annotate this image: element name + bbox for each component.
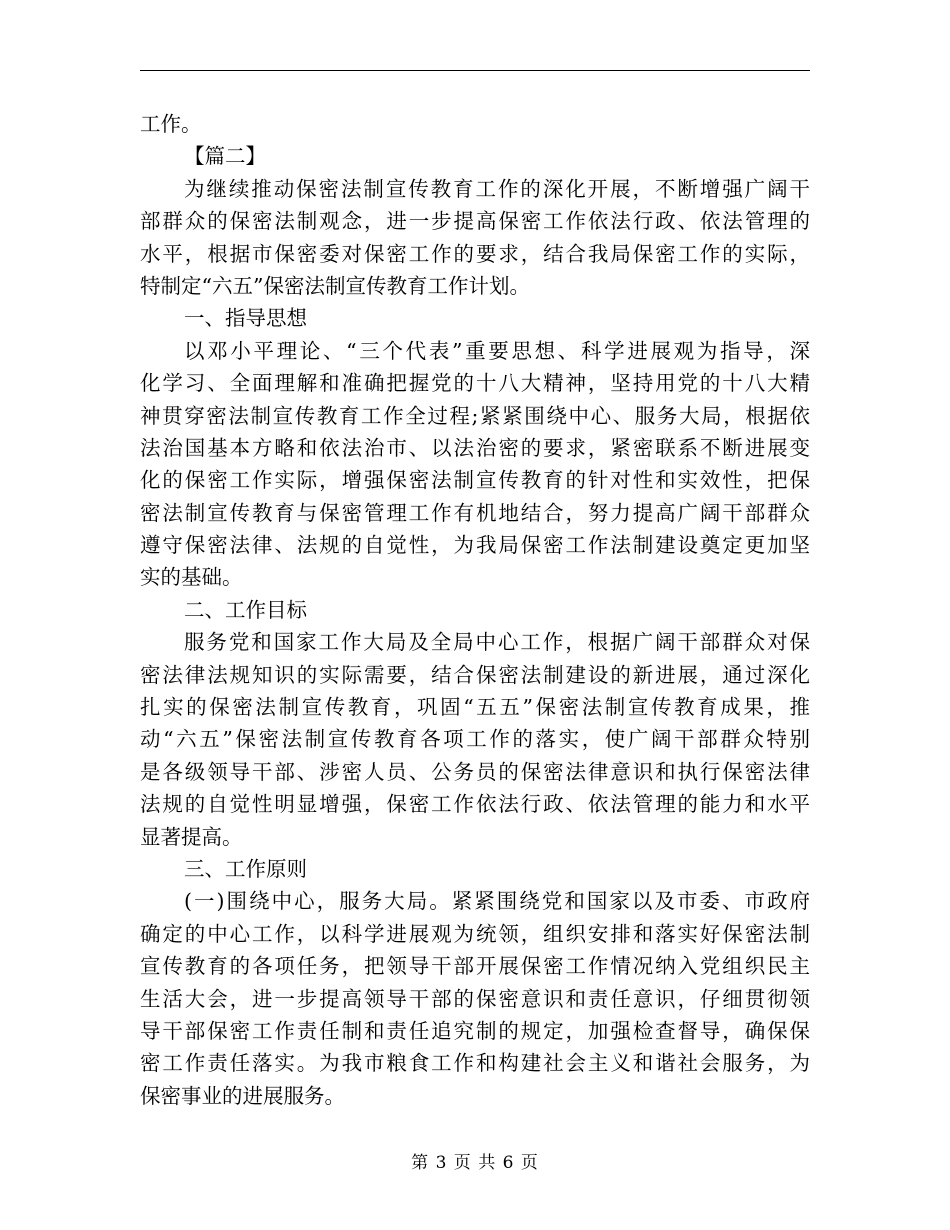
text-line: 扎实的保密法制宣传教育，巩固“五五”保密法制宣传教育成果，推 [140,695,810,720]
text-line: 动“六五”保密法制宣传教育各项工作的落实，使广阔干部群众特别 [140,727,810,752]
text-line: (一)围绕中心，服务大局。紧紧围绕党和国家以及市委、市政府 [184,889,810,914]
text-line: 水平，根据市保密委对保密工作的要求，结合我局保密工作的实际， [140,241,810,266]
text-line: 密法律法规知识的实际需要，结合保密法制建设的新进展，通过深化 [140,662,810,687]
text-line: 化的保密工作实际，增强保密法制宣传教育的针对性和实效性，把保 [140,468,810,493]
text-line: 密法制宣传教育与保密管理工作有机地结合，努力提高广阔干部群众 [140,500,810,525]
text-line: 以邓小平理论、“三个代表”重要思想、科学进展观为指导，深 [184,338,810,363]
text-line: 法治国基本方略和依法治市、以法治密的要求，紧密联系不断进展变 [140,435,810,460]
text-line: 法规的自觉性明显增强，保密工作依法行政、依法管理的能力和水平 [140,792,810,817]
text-line: 工作。 [140,112,202,136]
text-line: 二、工作目标 [184,597,307,622]
text-line: 神贯穿密法制宣传教育工作全过程;紧紧围绕中心、服务大局，根据依 [140,403,810,428]
page-number: 第 3 页 共 6 页 [411,1153,539,1173]
text-line: 遵守保密法律、法规的自觉性，为我局保密工作法制建设奠定更加坚 [140,533,810,558]
text-line: 部群众的保密法制观念，进一步提高保密工作依法行政、依法管理的 [140,209,810,234]
document-body [140,108,810,1112]
text-line: 【篇二】 [184,144,266,169]
text-line: 密工作责任落实。为我市粮食工作和构建社会主义和谐社会服务，为 [140,1051,810,1076]
text-line: 宣传教育的各项任务，把领导干部开展保密工作情况纳入党组织民主 [140,954,810,979]
text-line: 一、指导思想 [184,306,307,331]
text-line: 生活大会，进一步提高领导干部的保密意识和责任意识，仔细贯彻领 [140,986,810,1011]
text-line: 保密事业的进展服务。 [140,1083,345,1108]
text-line: 三、工作原则 [184,856,307,881]
text-line: 特制定“六五”保密法制宣传教育工作计划。 [140,273,530,298]
text-line: 化学习、全面理解和准确把握党的十八大精神，坚持用党的十八大精 [140,371,810,396]
text-line: 服务党和国家工作大局及全局中心工作，根据广阔干部群众对保 [184,630,810,655]
text-line: 实的基础。 [140,565,243,590]
header-rule [140,70,810,71]
text-line: 导干部保密工作责任制和责任追究制的规定，加强检查督导，确保保 [140,1018,810,1043]
text-line: 是各级领导干部、涉密人员、公务员的保密法律意识和执行保密法律 [140,759,810,784]
text-line: 显著提高。 [140,824,243,849]
text-line: 确定的中心工作，以科学进展观为统领，组织安排和落实好保密法制 [140,921,810,946]
text-line: 为继续推动保密法制宣传教育工作的深化开展，不断增强广阔干 [184,176,810,201]
